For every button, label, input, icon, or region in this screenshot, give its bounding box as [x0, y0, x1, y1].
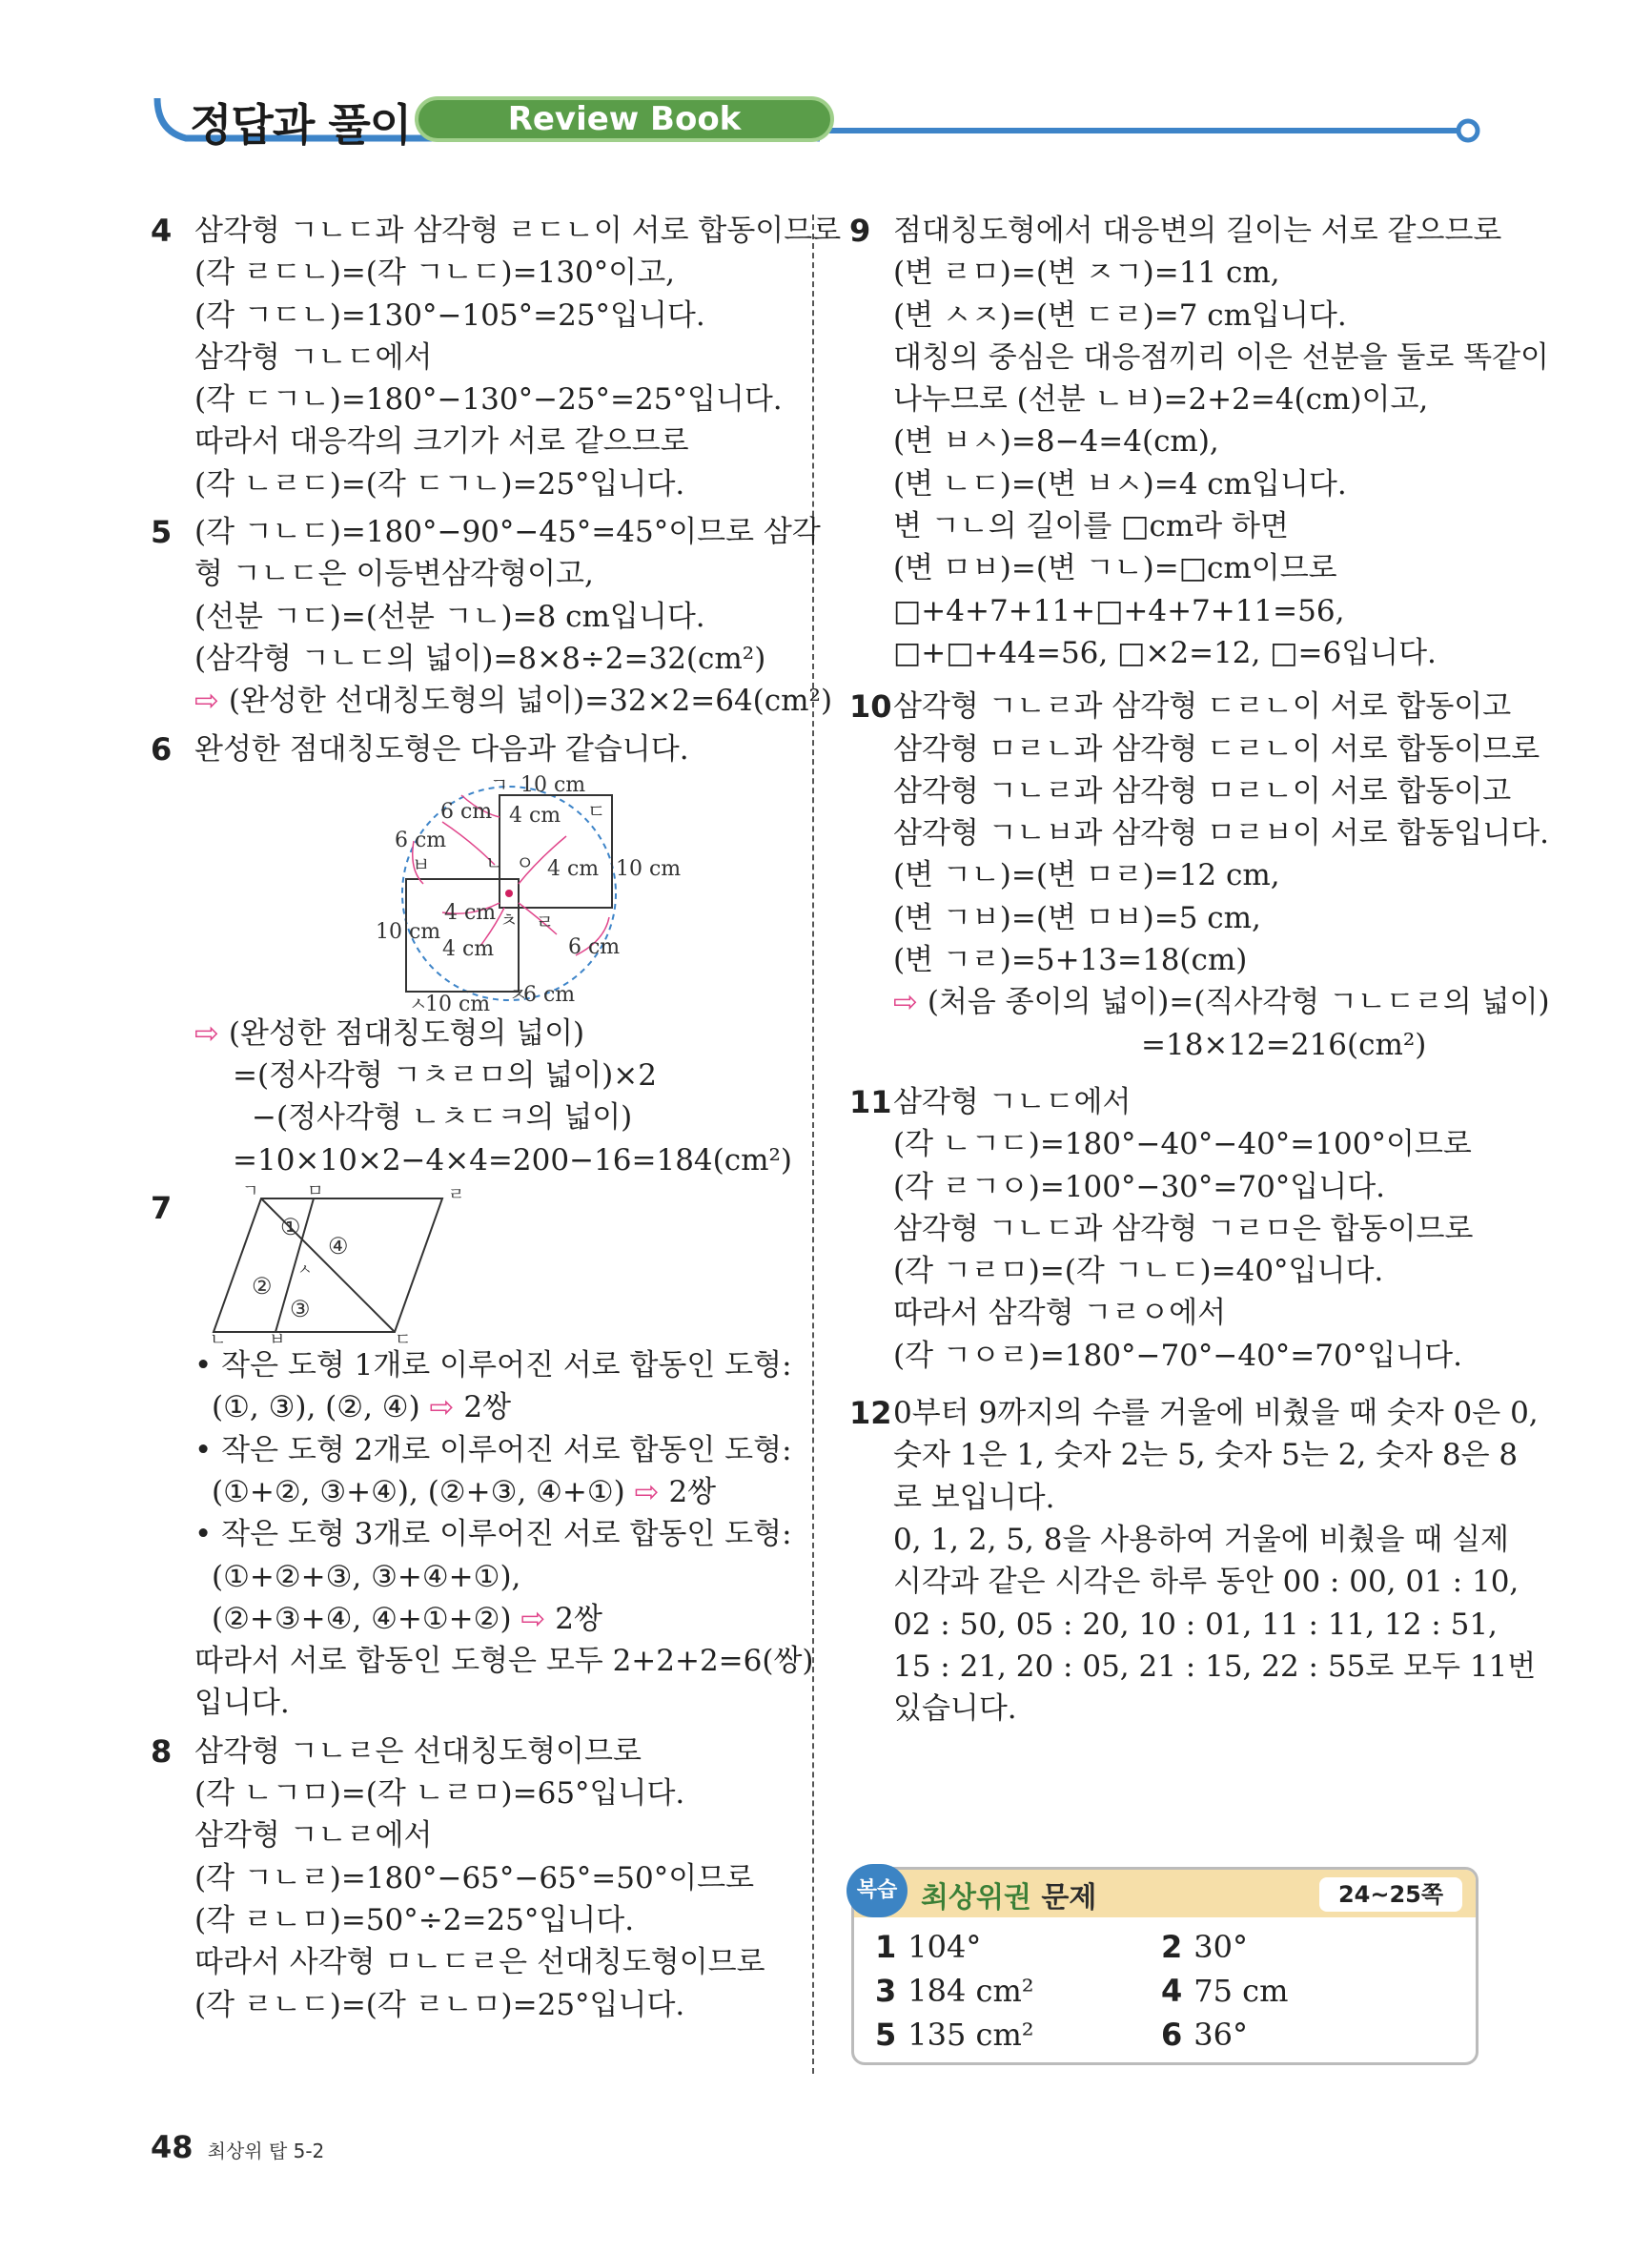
figure-label: 6 cm	[568, 934, 621, 959]
solution-line: (변 ㄹㅁ)=(변 ㅈㄱ)=11 cm,	[893, 256, 1280, 291]
solution-line: (선분 ㄱㄷ)=(선분 ㄱㄴ)=8 cm입니다.	[194, 599, 705, 634]
figure-label: ㄱ	[242, 1181, 259, 1202]
book-title: 최상위 탑 5-2	[207, 2140, 325, 2162]
problem-4	[151, 210, 842, 505]
solution-line: (삼각형 ㄱㄴㄷ의 넓이)=8×8÷2=32(cm²)	[194, 641, 766, 676]
review-answer	[1161, 2017, 1248, 2053]
result-text: (완성한 점대칭도형의 넓이)	[228, 1015, 585, 1051]
solution-line: 따라서 서로 합동인 도형은 모두 2+2+2=6(쌍)	[194, 1644, 814, 1679]
answer-value: 135 cm²	[908, 2017, 1034, 2053]
solution-line	[194, 680, 833, 722]
problem-number: 12	[849, 1395, 892, 1432]
solution-line: 삼각형 ㅁㄹㄴ과 삼각형 ㄷㄹㄴ이 서로 합동이므로	[893, 731, 1540, 767]
figure-label: ㄹ	[448, 1185, 465, 1206]
solution-line: 있습니다.	[893, 1691, 1017, 1727]
figure-label: ①	[280, 1214, 301, 1241]
figure-label: ㄱ	[490, 772, 509, 796]
review-book-badge	[415, 96, 834, 142]
solution-line: 삼각형 ㄱㄴㄷ과 삼각형 ㄱㄹㅁ은 합동이므로	[893, 1211, 1474, 1246]
solution-line: (각 ㄱㄴㄹ)=180°−65°−65°=50°이므로	[194, 1860, 755, 1895]
solution-line: (각 ㄴㄱㅁ)=(각 ㄴㄹㅁ)=65°입니다.	[194, 1776, 685, 1812]
solution-line: =18×12=216(cm²)	[1141, 1027, 1427, 1062]
solution-line: □+4+7+11+□+4+7+11=56,	[893, 593, 1345, 628]
solution-line: (각 ㄴㄹㄷ)=(각 ㄷㄱㄴ)=25°입니다.	[194, 466, 685, 502]
review-answer	[1161, 1973, 1288, 2009]
solution-line: 삼각형 ㄱㄴㄷ에서	[194, 339, 433, 375]
solution-line: (각 ㄹㄴㄷ)=(각 ㄹㄴㅁ)=25°입니다.	[194, 1987, 685, 2022]
figure-label: 10 cm	[616, 856, 682, 881]
figure-label: ㄷ	[395, 1330, 412, 1351]
problem-11	[851, 1081, 1490, 1377]
solution-line: 삼각형 ㄱㄴㄷ과 삼각형 ㄹㄷㄴ이 서로 합동이므로	[194, 214, 842, 248]
solution-line: 입니다.	[194, 1686, 290, 1721]
solution-line: 로 보입니다.	[893, 1480, 1055, 1515]
problem-number: 5	[151, 514, 173, 551]
solution-line: (각 ㄹㄷㄴ)=(각 ㄱㄴㄷ)=130°이고,	[194, 256, 676, 291]
pair-count: 2쌍	[668, 1474, 717, 1509]
figure-label: ㄷ	[587, 799, 606, 823]
solution-line: 삼각형 ㄱㄴㄹ에서	[194, 1818, 433, 1854]
review-answer	[875, 2017, 1034, 2053]
solution-line: • 작은 도형 3개로 이루어진 서로 합동인 도형:	[194, 1517, 792, 1552]
review-book-label: Review Book	[507, 100, 742, 138]
figure-label: ㅇ	[516, 850, 535, 874]
figure-label: ㄴ	[485, 850, 504, 874]
figure-label: 6 cm	[523, 982, 576, 1007]
solution-line: • 작은 도형 2개로 이루어진 서로 합동인 도형:	[194, 1432, 792, 1467]
pair-count: 2쌍	[555, 1601, 602, 1636]
solution-line: • 작은 도형 1개로 이루어진 서로 합동인 도형:	[194, 1348, 792, 1383]
solution-line: 삼각형 ㄱㄴㅂ과 삼각형 ㅁㄹㅂ이 서로 합동입니다.	[893, 816, 1549, 851]
arrow-icon: ⇨	[194, 1015, 219, 1051]
header-title: 정답과 풀이	[190, 99, 412, 151]
problem-7	[151, 1181, 814, 1725]
review-answer	[875, 1973, 1034, 2009]
solution-line: (각 ㄱㄹㅁ)=(각 ㄱㄴㄷ)=40°입니다.	[893, 1254, 1384, 1289]
solution-line: (각 ㄹㄴㅁ)=50°÷2=25°입니다.	[194, 1902, 635, 1937]
review-title-b: 문제	[1041, 1881, 1097, 1915]
point-symmetry-figure	[318, 772, 700, 1016]
figure-label: 10 cm	[425, 992, 491, 1016]
solution-line: 점대칭도형에서 대응변의 길이는 서로 같으므로	[893, 214, 1502, 248]
solution-line: (각 ㄹㄱㅇ)=100°−30°=70°입니다.	[893, 1169, 1386, 1204]
answer-number: 3	[875, 1973, 897, 2009]
figure-label: ㅁ	[307, 1181, 324, 1202]
solution-line	[194, 1471, 782, 1513]
solution-line: 따라서 사각형 ㅁㄴㄷㄹ은 선대칭도형이므로	[194, 1945, 765, 1980]
solution-line: (변 ㅅㅈ)=(변 ㄷㄹ)=7 cm입니다.	[893, 297, 1347, 333]
problem-number: 7	[151, 1190, 173, 1227]
solution-line: 따라서 삼각형 ㄱㄹㅇ에서	[893, 1296, 1227, 1331]
solution-line: 형 ㄱㄴㄷ은 이등변삼각형이고,	[194, 557, 594, 592]
figure-label: 4 cm	[444, 900, 497, 925]
solution-line: (각 ㄱㄴㄷ)=180°−90°−45°=45°이므로 삼각	[194, 515, 821, 550]
solution-line: (각 ㄷㄱㄴ)=180°−130°−25°=25°입니다.	[194, 382, 783, 418]
solution-line: 삼각형 ㄱㄴㄹ과 삼각형 ㅁㄹㄴ이 서로 합동이고	[893, 773, 1512, 809]
review-answer	[1161, 1929, 1248, 1965]
solution-line: 시각과 같은 시각은 하루 동안 00 : 00, 01 : 10,	[893, 1565, 1519, 1600]
arrow-icon: ⇨	[634, 1474, 660, 1509]
solution-line: (각 ㄱㅇㄹ)=180°−70°−40°=70°입니다.	[893, 1338, 1462, 1373]
review-title	[921, 1874, 1096, 1915]
column-divider	[812, 215, 814, 2074]
solution-line: (변 ㄱㄴ)=(변 ㅁㄹ)=12 cm,	[893, 858, 1280, 893]
solution-line: =(정사각형 ㄱㅊㄹㅁ의 넓이)×2	[233, 1058, 657, 1094]
figure-7-drawing	[210, 1181, 528, 1351]
pair-count: 2쌍	[463, 1390, 512, 1425]
result-text: (완성한 선대칭도형의 넓이)=32×2=64(cm²)	[228, 684, 833, 719]
review-answer-box	[851, 1867, 1479, 2065]
problem-8	[153, 1731, 782, 2026]
solution-line: =10×10×2−4×4=200−16=184(cm²)	[233, 1142, 793, 1178]
solution-line	[893, 981, 1550, 1023]
solution-line: □+□+44=56, □×2=12, □=6입니다.	[893, 635, 1437, 670]
page-number: 48	[151, 2129, 194, 2165]
result-text: (처음 종이의 넓이)=(직사각형 ㄱㄴㄷㄹ의 넓이)	[927, 985, 1550, 1020]
answer-number: 6	[1161, 2017, 1183, 2053]
figure-label: 10 cm	[520, 772, 586, 797]
figure-label: 6 cm	[440, 799, 493, 824]
solution-line: (변 ㄱㅂ)=(변 ㅁㅂ)=5 cm,	[893, 900, 1261, 935]
problem-12	[849, 1392, 1539, 1730]
problem-number: 6	[151, 730, 173, 768]
problem-5	[151, 511, 833, 722]
answer-value: 36°	[1193, 2017, 1248, 2053]
figure-label: ㅂ	[269, 1330, 286, 1351]
solution-line: (변 ㅁㅂ)=(변 ㄱㄴ)=□cm이므로	[893, 551, 1337, 586]
solution-line: 0, 1, 2, 5, 8을 사용하여 거울에 비췄을 때 실제	[893, 1522, 1509, 1557]
solution-line: (①+②+③, ③+④+①),	[212, 1559, 521, 1594]
problem-10	[849, 686, 1550, 1066]
review-pages: 24~25쪽	[1319, 1877, 1462, 1912]
solution-line: (변 ㄱㄹ)=5+13=18(cm)	[893, 943, 1248, 978]
figure-label: 4 cm	[547, 856, 600, 881]
arrow-icon: ⇨	[520, 1601, 546, 1636]
solution-line: (각 ㄱㄷㄴ)=130°−105°=25°입니다.	[194, 297, 705, 333]
arrow-icon: ⇨	[429, 1390, 455, 1425]
figure-label: ㅅ	[297, 1260, 313, 1280]
figure-label: ㅂ	[412, 852, 431, 876]
review-header	[854, 1870, 1476, 1917]
answer-number: 4	[1161, 1973, 1183, 2009]
figure-label: ㅅ	[409, 992, 428, 1015]
problem-number: 4	[151, 213, 173, 249]
figure-label: ③	[290, 1296, 311, 1323]
answer-value: 75 cm	[1193, 1973, 1289, 2009]
answer-number: 1	[875, 1929, 897, 1965]
solution-line: 삼각형 ㄱㄴㄹ은 선대칭도형이므로	[194, 1733, 642, 1769]
solution-line: (각 ㄴㄱㄷ)=180°−40°−40°=100°이므로	[893, 1127, 1472, 1162]
pair-text: (①, ③), (②, ④)	[212, 1390, 420, 1425]
pair-text: (①+②, ③+④), (②+③, ④+①)	[212, 1474, 625, 1509]
answer-value: 30°	[1193, 1929, 1248, 1965]
figure-label: ㅊ	[500, 908, 519, 932]
left-column	[151, 210, 842, 2032]
solution-line: 변 ㄱㄴ의 길이를 □cm라 하면	[893, 509, 1289, 544]
problem-number: 10	[849, 688, 892, 726]
solution-line: 0부터 9까지의 수를 거울에 비췄을 때 숫자 0은 0,	[893, 1396, 1539, 1431]
right-column	[849, 210, 1550, 1735]
review-badge: 복습	[846, 1864, 908, 1917]
figure-label: 4 cm	[442, 936, 495, 961]
figure-label: ②	[252, 1273, 273, 1301]
page-footer	[151, 2129, 324, 2165]
problem-number: 8	[151, 1732, 173, 1770]
figure-6-drawing	[318, 772, 700, 1016]
solution-line: 02 : 50, 05 : 20, 10 : 01, 11 : 11, 12 : 51,	[893, 1607, 1498, 1642]
figure-label: 10 cm	[376, 919, 441, 944]
solution-line: 숫자 1은 1, 숫자 2는 5, 숫자 5는 2, 숫자 8은 8	[893, 1438, 1519, 1473]
solution-line: (변 ㄴㄷ)=(변 ㅂㅅ)=4 cm입니다.	[893, 466, 1347, 502]
solution-line: −(정사각형 ㄴㅊㄷㅋ의 넓이)	[252, 1100, 633, 1136]
solution-line: 완성한 점대칭도형은 다음과 같습니다.	[194, 731, 689, 767]
solution-line: 따라서 대응각의 크기가 서로 같으므로	[194, 424, 689, 460]
pair-text: (②+③+④, ④+①+②)	[212, 1601, 512, 1636]
problem-9	[849, 210, 1549, 674]
answer-number: 5	[875, 2017, 897, 2053]
arrow-icon: ⇨	[893, 985, 918, 1020]
review-title-a: 최상위권	[921, 1881, 1031, 1915]
solution-line	[194, 1013, 782, 1055]
solution-line	[194, 1386, 782, 1428]
figure-label: 6 cm	[395, 828, 447, 852]
solution-line: 삼각형 ㄱㄴㄹ과 삼각형 ㄷㄹㄴ이 서로 합동이고	[893, 689, 1512, 725]
solution-line: (변 ㅂㅅ)=8−4=4(cm),	[893, 424, 1219, 460]
figure-label: ㄹ	[536, 910, 555, 933]
figure-label: ④	[328, 1233, 349, 1260]
solution-line	[194, 1598, 782, 1640]
solution-line: 나누므로 (선분 ㄴㅂ)=2+2=4(cm)이고,	[893, 382, 1429, 418]
problem-6	[151, 728, 793, 1181]
solution-line: 대칭의 중심은 대응점끼리 이은 선분을 둘로 똑같이	[893, 339, 1549, 375]
answer-value: 104°	[908, 1929, 982, 1965]
solution-line: 삼각형 ㄱㄴㄷ에서	[893, 1084, 1132, 1119]
figure-label: 4 cm	[509, 803, 561, 828]
answer-number: 2	[1161, 1929, 1183, 1965]
figure-label: ㄴ	[210, 1330, 227, 1351]
figure-label: ㅈ	[509, 982, 528, 1006]
problem-number: 11	[849, 1083, 892, 1120]
arrow-icon: ⇨	[194, 684, 219, 719]
solution-line: 15 : 21, 20 : 05, 21 : 15, 22 : 55로 모두 11번	[893, 1649, 1537, 1684]
problem-number: 9	[849, 213, 871, 249]
review-answer	[875, 1929, 981, 1965]
parallelogram-figure	[210, 1181, 528, 1351]
answer-value: 184 cm²	[908, 1973, 1034, 2009]
